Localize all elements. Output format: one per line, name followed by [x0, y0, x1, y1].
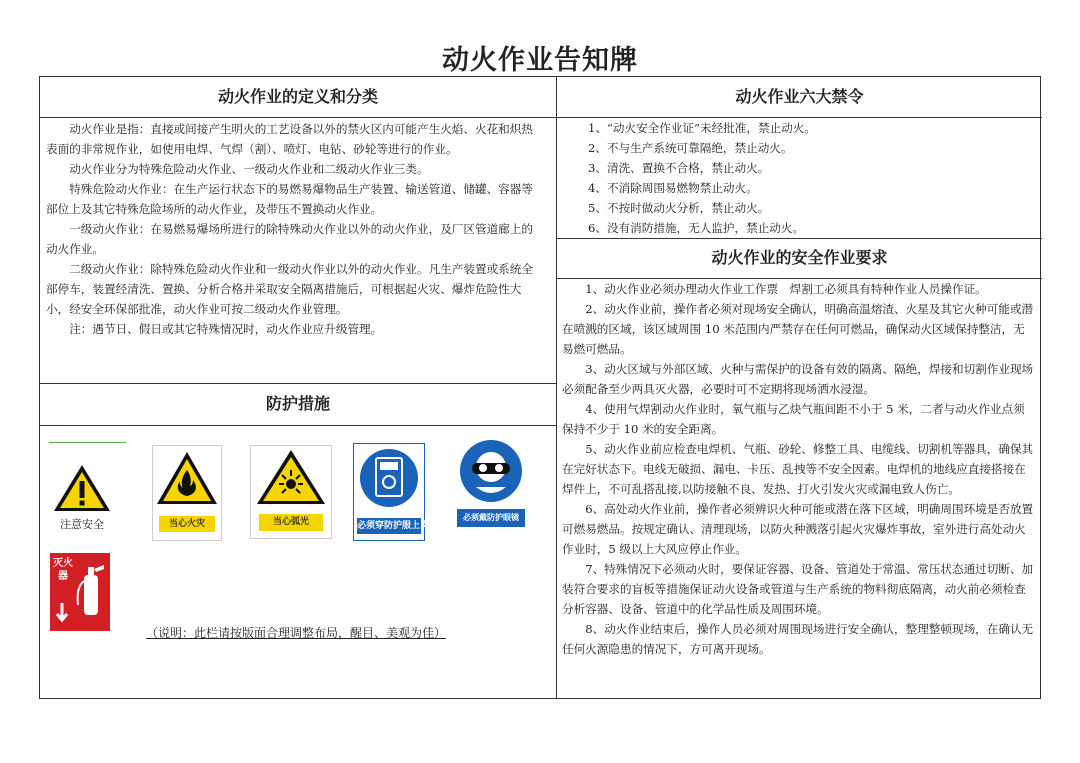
prohibition-item: 6、没有消防措施，无人监护，禁止动火。: [588, 221, 805, 235]
layout-note: （说明：此栏请按版面合理调整布局，醒目、美观为佳）: [146, 626, 447, 640]
sign-caption: 必须戴防护眼镜: [457, 509, 525, 527]
sign-caption: 当心弧光: [259, 514, 323, 531]
fire-extinguisher-sign-icon: [50, 553, 110, 631]
requirements-text: [562, 279, 1036, 659]
requirement-item: 5、动火作业前应检查电焊机、气瓶、砂轮、修整工具、电缆线、切割机等器具，确保其在完好状态下。电线无破损、漏电、卡压、乱拽等不安全因素。电焊机的地线应直接搭接在焊件上，不可乱搭乱接,以防接触不良、发热、打火引发火灾或漏电致人伤亡。: [562, 442, 1034, 496]
definition-paragraph: 动火作业是指：直接或间接产生明火的工艺设备以外的禁火区内可能产生火焰、火花和炽热表面的非常规作业，如使用电焊、气焊（割）、喷灯、电钻、砂轮等进行的作业。: [46, 122, 533, 156]
definition-paragraph: 一级动火作业：在易燃易爆场所进行的除特殊动火作业以外的动火作业，及厂区管道廊上的动火作业。: [46, 222, 533, 256]
page-title: 动火作业告知牌: [442, 45, 638, 76]
protection-heading: 防护措施: [265, 394, 330, 413]
prohibition-item: 2、不与生产系统可靠隔绝，禁止动火。: [588, 141, 793, 155]
requirement-item: 1、动火作业必须办理动火作业工作票 焊割工必须具有特种作业人员操作证。: [585, 282, 987, 296]
requirement-item: 7、特殊情况下必须动火时，要保证容器、设备、管道处于常温、常压状态通过切断、加装符合要求的盲板等措施保证动火设备或管道与生产系统的物料彻底隔离，动火前必须检查分析容器、设备、管道中的化学品性质及周围环境。: [562, 562, 1034, 616]
prohibition-item: 5、不按时做动火分析，禁止动火。: [588, 201, 770, 215]
sign-caption: 当心火灾: [159, 516, 215, 532]
divider: [40, 425, 556, 426]
sign-caption: 注意安全: [60, 518, 104, 531]
caution-safety-sign-icon: [50, 461, 114, 533]
prohibition-item: 1、“动火安全作业证”未经批准，禁止动火。: [588, 121, 816, 135]
requirement-item: 8、动火作业结束后，操作人员必须对周围现场进行安全确认，整理整顿现场，在确认无任何火源隐患的情况下，方可离开现场。: [562, 622, 1034, 656]
prohibitions-heading: 动火作业六大禁令: [735, 87, 864, 106]
must-wear-goggles-sign-icon: [456, 437, 526, 541]
notice-board-frame: [39, 76, 1041, 699]
prohibitions-list: [557, 118, 1042, 238]
definition-paragraph: 动火作业分为特殊危险动火作业、一级动火作业和二级动火作业三类。: [69, 162, 429, 176]
definition-paragraph: 二级动火作业：除特殊危险动火作业和一级动火作业以外的动火作业。凡生产装置或系统全部停车，装置经清洗、置换、分析合格并采取安全隔离措施后，可根据起火灾、爆炸危险性大小，经安全环保部批准，动火作业可按二级动火作业管理。: [46, 262, 533, 316]
divider: [40, 117, 556, 118]
definition-heading: 动火作业的定义和分类: [217, 87, 378, 106]
beware-fire-sign-icon: [152, 445, 222, 541]
definition-paragraph: 特殊危险动火作业：在生产运行状态下的易燃易爆物品生产装置、输送管道、储罐、容器等部位上及其它特殊危险场所的动火作业，及带压不置换动火作业。: [46, 182, 533, 216]
prohibition-item: 4、不消除周围易燃物禁止动火。: [588, 181, 758, 195]
prohibition-item: 3、清洗、置换不合格，禁止动火。: [588, 161, 770, 175]
sign-caption: 必须穿防护服上岗: [357, 518, 421, 534]
must-wear-protective-clothing-sign-icon: [353, 443, 430, 541]
beware-arc-sign-icon: [250, 445, 332, 539]
requirement-item: 3、动火区域与外部区域、火种与需保护的设备有效的隔离、隔绝，焊接和切割作业现场必须配备至少两具灭火器，必要时可不定期将现场洒水浸湿。: [562, 362, 1034, 396]
sign-caption: 灭火器: [53, 558, 73, 582]
requirement-item: 6、高处动火作业前，操作者必须辨识火种可能或潜在落下区域，明确周围环境是否放置可燃易燃品。按规定确认、清理现场，以防火种溅落引起火灾爆炸事故，室外进行高处动火作业时，5 级以上大风应停止作业。: [562, 502, 1034, 556]
definition-paragraph: 注：遇节日、假日或其它特殊情况时，动火作业应升级管理。: [69, 322, 383, 336]
requirements-heading: 动火作业的安全作业要求: [711, 248, 888, 267]
definition-text: [46, 119, 544, 339]
green-rule: [49, 442, 126, 443]
requirement-item: 4、使用气焊割动火作业时，氧气瓶与乙炔气瓶间距不小于 5 米，二者与动火作业点须保持不少于 10 米的安全距离。: [562, 402, 1025, 436]
requirement-item: 2、动火作业前，操作者必须对现场安全确认，明确高温熔渣、火星及其它火种可能或潜在喷溅的区域，该区域周围 10 米范围内严禁存在任何可燃品，确保动火区域保持整洁，无易燃可燃品。: [562, 302, 1034, 356]
